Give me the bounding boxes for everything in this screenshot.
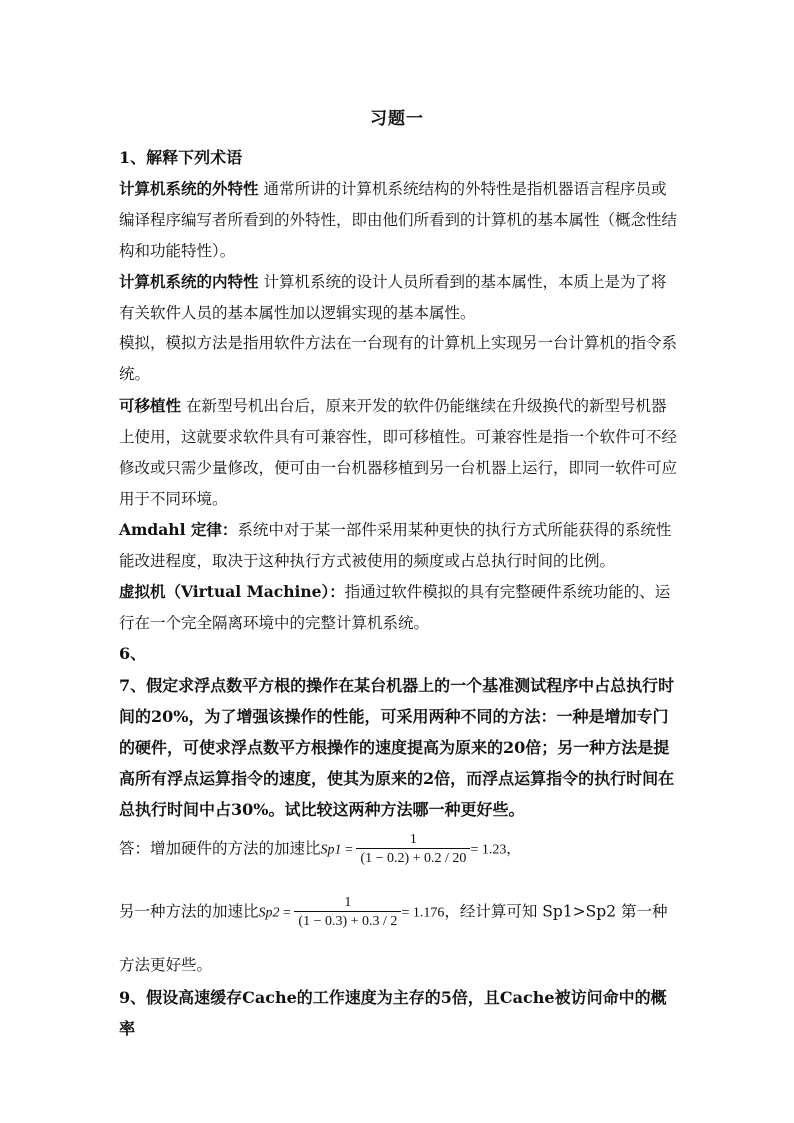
section-heading-q1: 1、解释下列术语 (119, 148, 243, 167)
section-heading-q6: 6、 (119, 644, 147, 663)
term-definition: 在新型号机出台后，原来开发的软件仍能继续在升级换代的新型号机器上使用，这就要求软件具有可兼容性，即可移植性。可兼容性是指一个软件可不经修改或只需少量修改，便可由一台机器移植到另一台机器上运行，即同一软件可应用于不同环境。 (119, 397, 678, 508)
question-q9: 9、假设高速缓存Cache的工作速度为主存的5倍，且Cache被访问命中的概率 (119, 988, 667, 1038)
term-label: 计算机系统的外特性 (119, 179, 259, 198)
sp2-result: = 1.176 (401, 905, 445, 921)
answer-conclusion: 方法更好些。 (119, 956, 213, 974)
term-item (119, 266, 679, 329)
question-q7: 7、假定求浮点数平方根的操作在某台机器上的一个基准测试程序中占总执行时间的20%，为了增强该操作的性能，可采用两种不同的方法：一种是增加专门的硬件，可使求浮点数平方根操作的速度提高为原来的20倍；另一种方法是提高所有浮点运算指令的速度，使其为原来的2倍，而浮点运算指令的执行时间在总执行时间中占30%。试比较这两种方法哪一种更好些。 (119, 676, 675, 819)
answer-line-sp2: 另一种方法的加速比Sp2 = $\frac{1}{(1 - 0.3) + 0.3 / 2}$ = 1.176，经计算可知 Sp1>Sp2 第一种 (119, 895, 668, 929)
term-item (119, 390, 679, 515)
term-definition: 系统中对于某一部件采用某种更快的执行方式所能获得的系统性能改进程度，取决于这种执行方式被使用的频度或占总执行时间的比例。 (119, 521, 672, 570)
term-definition: 通常所讲的计算机系统结构的外特性是指机器语言程序员或编译程序编写者所看到的外特性，即由他们所看到的计算机的基本属性（概念性结构和功能特性）。 (119, 180, 678, 260)
term-label: Amdahl 定律： (119, 520, 238, 539)
term-label: 可移植性 (119, 396, 182, 415)
term-label: 虚拟机（Virtual Machine）： (119, 582, 345, 601)
term-definition: 模拟方法是指用软件方法在一台现有的计算机上实现另一台计算机的指令系统。 (119, 334, 678, 383)
sp1-symbol: Sp1 (320, 842, 342, 858)
term-item (119, 576, 679, 639)
term-label: 计算机系统的内特性 (119, 272, 259, 291)
sp1-fraction: $\frac{1}{(1 - 0.2) + 0.2 / 20}$ (356, 832, 470, 867)
term-label: 模拟 (119, 334, 151, 352)
sp2-fraction: $\frac{1}{(1 - 0.3) + 0.3 / 2}$ (294, 895, 401, 930)
term-item (119, 173, 679, 267)
term-item: 模拟，模拟方法是指用软件方法在一台现有的计算机上实现另一台计算机的指令系统。 (119, 334, 678, 383)
sp1-result: = 1.23， (470, 842, 521, 858)
answer-prefix: 答：增加硬件的方法的加速比 (119, 839, 321, 858)
answer-line-sp1: 答：增加硬件的方法的加速比Sp1 = $\frac{1}{(1 - 0.2) + 0.2 / 20}$ = 1.23， (119, 832, 521, 866)
term-definition: 计算机系统的设计人员所看到的基本属性，本质上是为了将有关软件人员的基本属性加以逻辑实现的基本属性。 (119, 273, 667, 322)
term-definition: 指通过软件模拟的具有完整硬件系统功能的、运行在一个完全隔离环境中的完整计算机系统。 (119, 583, 671, 632)
sp2-symbol: Sp2 (258, 905, 280, 921)
term-item (119, 514, 679, 577)
page-title: 习题一 (370, 109, 424, 129)
line2-prefix: 另一种方法的加速比 (119, 902, 259, 921)
line2-suffix: ，经计算可知 Sp1>Sp2 第一种 (444, 902, 668, 921)
